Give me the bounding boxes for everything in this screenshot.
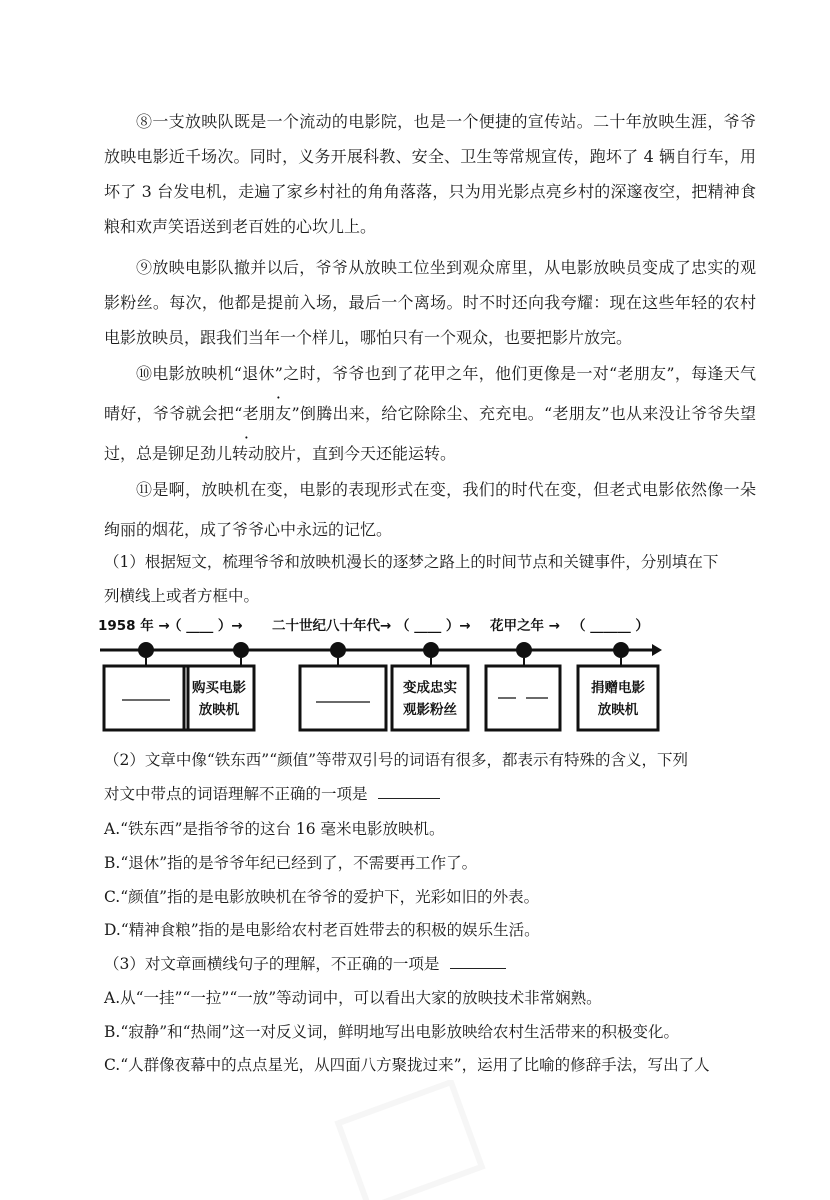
timeline-dot-2	[233, 642, 249, 658]
paragraph-8: ⑧一支放映队既是一个流动的电影院，也是一个便捷的宣传站。二十年放映生涯，爷爷放映电影近千场次。同时，义务开展科教、安全、卫生等常规宣传，跑坏了 4 辆自行车，用坏了 3 台发电机，走遍了家乡村社的角角落落，只为用光影点亮乡村的深邃夜空，把精神食粮和欢声笑语送到老百姓的心坎儿上。	[104, 112, 756, 236]
question-2-option-d: D.“精神食粮”指的是电影给农村老百姓带去的积极的娱乐生活。	[104, 921, 540, 939]
question-2-answer-blank[interactable]	[378, 784, 440, 799]
timeline-dot-5	[516, 642, 532, 658]
timeline-box-2-line-1: 购买电影	[192, 680, 246, 696]
timeline-label-sixty: 花甲之年 →	[490, 618, 561, 634]
paragraph-9: ⑨放映电影队撤并以后，爷爷从放映工位坐到观众席里，从电影放映员变成了忠实的观影粉丝。每次，他都是提前入场，最后一个离场。时不时还向我夸耀：现在这些年轻的农村电影放映员，跟我们当年一个样儿，哪怕只有一个观众，也要把影片放完。	[104, 258, 756, 347]
timeline-diagram	[96, 610, 676, 740]
paragraph-10-before: ⑩电影放映机“	[136, 364, 242, 383]
question-3-option-c: C.“人群像夜幕中的点点星光，从四面八方聚拢过来”，运用了比喻的修辞手法，写出了人	[104, 1056, 710, 1074]
question-3-answer-blank[interactable]	[450, 954, 506, 969]
dotted-word-retire: 退休 · ·	[242, 364, 275, 383]
timeline-box-2-line-2: 放映机	[198, 702, 240, 718]
timeline-arrowhead	[652, 644, 662, 656]
question-2-option-a: A.“铁东西”是指爷爷的这台 16 毫米电影放映机。	[104, 820, 445, 838]
question-3-option-a: A.从“一挂”“一拉”“一放”等动词中，可以看出大家的放映技术非常娴熟。	[104, 989, 602, 1007]
timeline-dot-3	[330, 642, 346, 658]
timeline-label-blank-1: （ ____ ）→	[168, 618, 243, 634]
paragraph-11: ⑪是啊，放映机在变，电影的表现形式在变，我们的时代在变，但老式电影依然像一朵绚丽的烟花，成了爷爷心中永远的记忆。	[104, 480, 756, 539]
question-3-line	[104, 954, 764, 974]
question-2-line-1: （2）文章中像“铁东西”“颜值”等带双引号的词语有很多，都表示有特殊的含义，下列	[104, 751, 689, 769]
timeline-box-5	[486, 666, 560, 730]
timeline-label-1980s: 二十世纪八十年代→	[272, 618, 392, 634]
question-2-option-b: B.“退休”指的是爷爷年纪已经到了，不需要再工作了。	[104, 854, 478, 872]
timeline-label-1958: 1958 年 →	[98, 618, 170, 634]
timeline-box-3	[300, 666, 386, 730]
timeline-box-6-line-1: 捐赠电影	[591, 680, 645, 696]
question-3-option-b: B.“寂静”和“热闹”这一对反义词，鲜明地写出电影放映给农村生活带来的积极变化。	[104, 1023, 680, 1041]
timeline-box-2	[184, 666, 254, 730]
timeline-box-4	[392, 666, 468, 730]
question-1-line-1: （1）根据短文，梳理爷爷和放映机漫长的逐梦之路上的时间节点和关键事件，分别填在下	[104, 553, 719, 571]
timeline-label-blank-2: （ ____ ）→	[396, 618, 471, 634]
timeline-dot-4	[423, 642, 439, 658]
timeline-box-6	[578, 666, 658, 730]
question-2-line-2	[104, 784, 764, 804]
timeline-box-1	[104, 666, 188, 730]
question-3-stem: （3）对文章画横线句子的理解，不正确的一项是	[104, 955, 440, 973]
timeline-box-4-line-1: 变成忠实	[403, 680, 457, 696]
question-1-line-2: 列横线上或者方框中。	[104, 587, 260, 605]
timeline-box-4-line-2: 观影粉丝	[403, 702, 457, 718]
timeline-label-blank-3: （ ______ ）	[572, 618, 649, 634]
timeline-box-6-line-2: 放映机	[597, 702, 639, 718]
paragraph-10-after: ”之时，爷爷也到了花甲之年，他们更像是一对“老朋友”，每逢天气晴好，爷爷就会把“老朋友”倒腾出来，给它除除尘、充充电。“老朋友”也从来没让爷爷失望过，总是铆足劲儿转动胶片，直到今天还能运转。	[104, 364, 756, 463]
timeline-dot-1	[138, 642, 154, 658]
paragraph-10	[104, 354, 756, 474]
question-2-option-c: C.“颜值”指的是电影放映机在爷爷的爱护下，光彩如旧的外表。	[104, 888, 540, 906]
watermark-icon	[310, 1080, 510, 1200]
question-2-stem: 对文中带点的词语理解不正确的一项是	[104, 785, 368, 803]
timeline-dot-6	[613, 642, 629, 658]
